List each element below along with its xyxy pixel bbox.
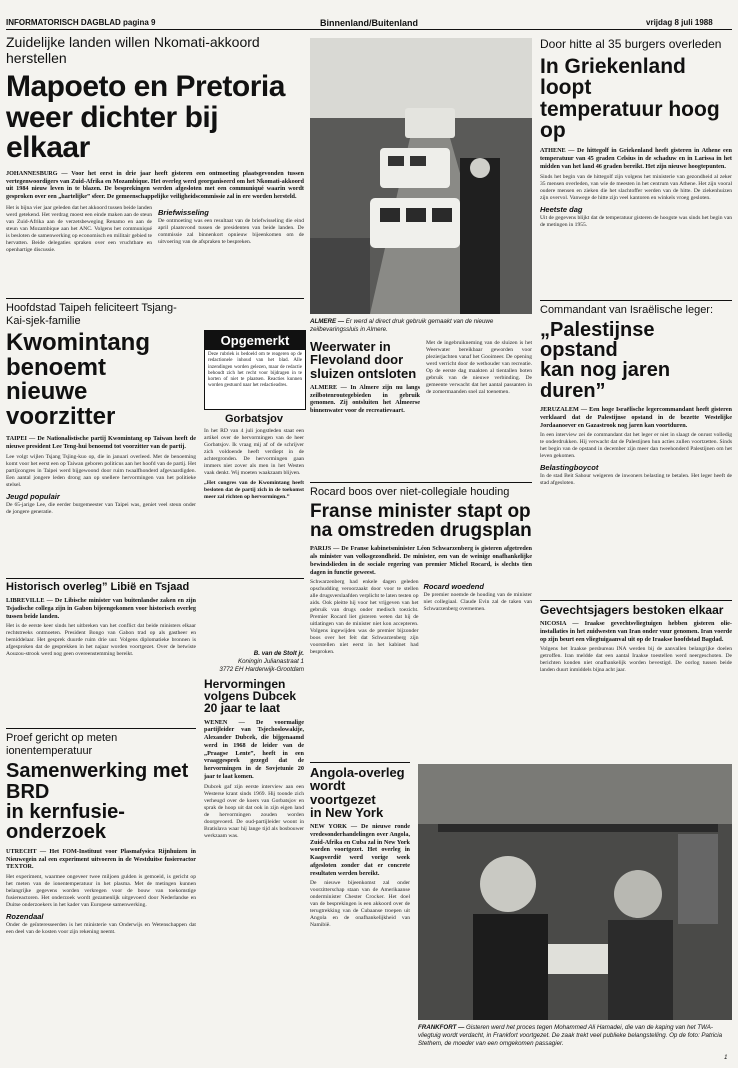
section-rule — [310, 482, 532, 483]
lead-paragraph: TAIPEI — De Nationalistische partij Kwomintang op Taiwan heeft de nieuwe president Lee Teng-hui benoemd tot voorzitter van de partij. — [6, 435, 196, 450]
lead-paragraph: JOHANNESBURG — Voor het eerst in drie jaar heeft gisteren een ontmoeting plaatsgevonden tussen vertegenwoordigers van Zuid-Afrika en Mozambique. Het overleg werd georganiseerd om het Nkomati-akkoord uit 1984 nieuw leven in te blazen. De besprekingen werden afgesloten met een communiqué waarin wordt gesproken over een „hartelijke” sfeer. De gemeenschappelijke veiligheidscommissie zal in ere worden hersteld. — [6, 169, 304, 201]
intertitle: Jeugd populair — [6, 491, 60, 501]
lead-paragraph: LIBREVILLE — De Libische minister van buitenlandse zaken en zijn Tsjadische collega zijn in Gabon bijeengekomen voor historisch overleg tussen beide landen. — [6, 597, 196, 620]
headline-line1: Weerwater in — [310, 339, 391, 354]
body-text: Lee volgt wijlen Tsjang Tsjing-kuo op, die in januari overleed. Met de benoeming komt voor het eerst een op Taiwan geboren politicus aan het hoofd van de partij. Het partijcongres in Taipei werd bijgewoond door ruim twaalfhonderd afgevaardigden. Een aantal jongere leden drong aan op snellere hervormingen van het politieke stelsel. — [6, 453, 196, 488]
body-text: De nieuwe bijeenkomst zal onder voorzitterschap staan van de Amerikaanse onderminister Chester Crocker. Het doel van de besprekingen is een akkoord over de terugtrekking van de Cubaanse troepen uit Angola en de onafhankelijkheid van Namibië. — [310, 880, 410, 929]
lead-paragraph: ATHENE — De hittegolf in Griekenland heeft gisteren in Athene een temperatuur van 45 graden Celsius in de schaduw en in Larissa in het midden van het land 46 graden bereikt. Het zijn nieuwe hoogtepunten. — [540, 147, 732, 170]
lead-paragraph: NICOSIA — Iraakse gevechtsvliegtuigen hebben gisteren olie-installaties in het zuidwesten van Iran onder vuur genomen. Iran voerde op zijn beurt een vliegtuigaanval uit op de Iraakse hoofdstad Bagdad. — [540, 620, 732, 643]
headline-line2: Flevoland door — [310, 352, 404, 368]
photo-almere-boats — [310, 38, 532, 314]
body-text-2: Uit de gegevens blijkt dat de temperatuur gisteren de hoogste was sinds het begin van de metingen in 1955. — [540, 214, 732, 228]
kicker: Zuidelijke landen willen Nkomati-akkoord herstellen — [6, 34, 260, 67]
header-left: INFORMATORISCH DAGBLAD pagina 9 — [6, 18, 156, 27]
body-text-2: De ontmoeting was een resultaat van de briefwisseling die eind april plaatsvond tussen de presidenten van beide landen. De commissie zal binnenkort opnieuw bijeenkomen om de uitvoering van de afspraken te bespreken. — [158, 217, 304, 245]
headline-line3: in New York — [310, 804, 384, 820]
body-text: Dubcek gaf zijn eerste interview aan een Westerse krant sinds 1969. Hij toonde zich verheugd over de koers van Gorbatsjov en sprak de hoop uit dat ook in zijn eigen land de hervormingen zouden worden doorgevoerd. De oud-partijleider woont in Bratislava waar hij lange tijd als bosbouwer werkzaam was. — [204, 783, 304, 839]
body-text-2: De 65-jarige Lee, die eerder burgemeester van Taipei was, geniet veel steun onder de jongere generatie. — [6, 501, 196, 515]
article-kwomintang — [6, 302, 196, 516]
section-rule — [6, 578, 304, 579]
headline-line1: Franse minister stapt op — [310, 500, 531, 522]
lead-paragraph: WENEN — De voormalige partijleider van Tsjechoslowakije, Alexander Dubcek, die bijgenaamd werd in 1968 de leider van de „Praagse Lente”, heeft in een vraaggesprek gezegd dat de hervormingen in de Sovjetunie 20 jaar te laat komen. — [204, 718, 304, 780]
headline-line1: Kwomintang benoemt — [6, 329, 150, 381]
lead-paragraph: ALMERE — In Almere zijn nu langs zeilbotenroutegebieden in gebruik genomen. Zij ontsluiten het Almeerse binnenwater voor de recreatievaart. — [310, 383, 420, 414]
trial-illustration — [418, 764, 732, 1020]
kicker: Historisch overleg” Libië en Tsjaad — [6, 581, 190, 593]
intertitle: Heetste dag — [540, 204, 583, 214]
intertitle: Rocard woedend — [423, 582, 484, 592]
body-text: Het is bijna vier jaar geleden dat het akkoord tussen beide landen werd getekend. Het verdrag moest een einde maken aan de steun van Zuid-Afrika aan de verzetsbeweging Renamo en aan de steun van Mozambique aan het ANC. Volgens het communiqué is besloten de samenwerking op economisch en militair gebied te hervatten. Beide delegaties spraken over een vruchtbare en openhartige discussie. — [6, 204, 152, 253]
photo-almere-caption — [310, 318, 532, 334]
lead-paragraph: PARIJS — De Franse kabinetsminister Léon Schwarzenberg is gisteren afgetreden als minister van volksgezondheid. De minister, een van de weinige onafhankelijke bewindslieden in de sociale regering van premier Michel Rocard, is slechts tien dagen in functie geweest. — [310, 545, 532, 576]
letter-signature — [204, 650, 304, 673]
headline-line1: In Griekenland loopt — [540, 54, 686, 100]
article-dubcek — [204, 678, 304, 840]
headline-line1: Samenwerking met BRD — [6, 760, 189, 803]
intertitle: Rozendaal — [6, 912, 44, 922]
article-gevechtsjagers — [540, 600, 732, 674]
lead-paragraph: JERUZALEM — Een hoge Israëlische legercommandant heeft gisteren verklaard dat de Palestijnse opstand in de bezette Westelijke Jordaanoever en Gazastrook nog jaren kan voortduren. — [540, 406, 732, 429]
headline-line1: „Palestijnse opstand — [540, 318, 655, 362]
kicker: Rocard boos over niet-collegiale houding — [310, 486, 510, 498]
letter-quote: „Het congres van de Kwomintang heeft besloten dat de partij zich in de toekomst meer zal richten op hervormingen.” — [204, 480, 304, 501]
signature-address: Koningin Julianastraat 1 — [237, 657, 304, 665]
letter-title: Gorbatsjov — [224, 413, 284, 425]
headline-line2: in kernfusie-onderzoek — [6, 801, 125, 844]
photo-frankfort-caption — [418, 1024, 732, 1047]
body-text: Volgens het Iraakse persbureau INA werden bij de aanvallen belangrijke doelen getroffen. Iran meldde dat een aantal Iraakse toestellen werd neergeschoten. De berichten konden niet onafhankelijk worden bevestigd. De oorlog tussen beide landen duurt inmiddels bijna acht jaar. — [540, 646, 732, 674]
article-libie-tsjaad — [6, 578, 196, 658]
headline: Gevechtsjagers bestoken elkaar — [540, 603, 724, 617]
signature-city: 3772 EH Harderwijk-Grootdam — [219, 665, 304, 673]
body-text: Sinds het begin van de hittegolf zijn volgens het ministerie van gezondheid al zeker 35 mensen overleden, van wie de meesten in het centrum van Athene. Het zijn vooral oudere mensen en zieken die het slachtoffer werden van de hitte. De ziekenhuizen zijn overvol. Vanwege de hitte zijn veel kantoren en winkels vroeg gesloten. — [540, 173, 732, 201]
body-text-2: Onder de geïnteresseerden is het ministerie van Onderwijs en Wetenschappen dat een deel van de kosten voor zijn rekening neemt. — [6, 922, 196, 935]
article-palestijnse-opstand — [540, 300, 732, 487]
section-rule — [540, 600, 732, 601]
header-right: vrijdag 8 juli 1988 — [646, 18, 713, 27]
headline-line2: na omstreden drugsplan — [310, 520, 532, 542]
body-text: Het is de eerste keer sinds het uitbreken van het conflict dat beide ministers elkaar rechtstreeks ontmoeten. President Bongo van Gabon trad op als gastheer en bemiddelaar. Het gesprek duurde ruim drie uur. Volgens diplomatieke bronnen is afgesproken dat de gesprekken in het najaar worden voortgezet. Over de betwiste Aouzou-strook werd nog geen overeenstemming bereikt. — [6, 623, 196, 658]
headline-line2: temperatuur hoog op — [540, 97, 720, 143]
headline-line1: Angola-overleg — [310, 765, 405, 780]
article-franse-minister — [310, 482, 532, 656]
intertitle: Briefwisseling — [158, 207, 209, 217]
lead-paragraph: NEW YORK — De nieuwe ronde vredesonderhandelingen over Angola, Zuid-Afrika en Cuba zal in New York worden voortgezet. Het overleg in Kaapverdië werd vorige week afgesloten zonder dat er concrete resultaten werden bereikt. — [310, 823, 410, 877]
signature-name: B. van de Stolt jr. — [253, 650, 304, 657]
body-text-2: In de stad Beit Sahour weigeren de inwoners belasting te betalen. Het leger heeft de stad afgesloten. — [540, 473, 732, 487]
caption-text: Er werd al direct druk gebruik gemaakt van de nieuwe zeilbevaringssluis in Almere. — [310, 318, 494, 333]
body-text: Schwarzenberg had enkele dagen geleden opschudding veroorzaakt door voor te stellen alle drugsverslaafden verplicht te laten testen op aids. Ook pleitte hij voor het vrijgeven van het gebruik van drugs onder medisch toezicht. Premier Rocard liet gisteren weten dat hij de uitlatingen van de minister niet kon accepteren. Volgens ingewijden was de premier bijzonder boos over het feit dat Schwarzenberg zijn voorstellen niet eerst in het kabinet had besproken. — [310, 579, 419, 656]
kicker: Door hitte al 35 burgers overleden — [540, 37, 722, 51]
section-rule — [540, 300, 732, 301]
photo-frankfort-trial — [418, 764, 732, 1020]
caption-text: Gisteren werd het proces tegen Mohammed Ali Hamadei, die van de kaping van het TWA-vliegtuig wordt verdacht, in Frankfort voortgezet. De zaak trekt veel publieke belangstelling. Op de foto: Patricia Stethem, de moeder van een omgekomen passagier. — [418, 1024, 723, 1047]
page-mark: 1 — [724, 1054, 728, 1061]
headline-line3: sluizen ontsloten — [310, 365, 417, 381]
article-angola — [310, 762, 410, 929]
article-griekenland — [540, 38, 732, 229]
kicker: Proef gericht op meten ionentemperatuur — [6, 732, 118, 757]
weerwater-body: Met de ingebruikneming van de sluizen is het Weerwater bereikbaar geworden voor plezierjachten vanaf het Gooimeer. De opening werd verricht door de wethouder van recreatie. Op de eerste dag maakten al tientallen boten gebruik van de nieuwe verbinding. De gemeente verwacht dat het aantal passanten in de zomermaanden snel zal toenemen. — [426, 340, 532, 395]
opgemerkt-box — [204, 330, 306, 410]
headline-line3: 20 jaar te laat — [204, 701, 281, 716]
header-rule — [6, 29, 732, 30]
headline-line2: nieuwe voorzitter — [6, 378, 116, 430]
section-rule — [6, 728, 196, 729]
kicker: Hoofdstad Taipeh feliciteert Tsjang-Kai-sjek-familie — [6, 302, 177, 327]
headline-line1: Mapoeto en Pretoria — [6, 70, 285, 104]
lead-paragraph: UTRECHT — Het FOM-Instituut voor Plasmafysica Rijnhuizen in Nieuwegein zal een experiment uitvoeren in de Westduitse fusiereactor TEXTOR. — [6, 847, 196, 871]
headline-line2: weer dichter bij elkaar — [6, 100, 219, 165]
section-rule — [6, 298, 304, 299]
headline-line1: Hervormingen — [204, 677, 286, 691]
body-text-2: De premier noemde de houding van de minister niet collegiaal. Claude Evin zal de taken van Schwarzenberg overnemen. — [423, 592, 532, 613]
body-text: Het experiment, waarmee ongeveer twee miljoen gulden is gemoeid, is gericht op het meten van de ionentemperatuur in het plasma. Met de metingen kunnen belangrijke gegevens worden verkregen voor de bouw van toekomstige fusiereactoren. Het onderzoek wordt gezamenlijk uitgevoerd door Nederlandse en Duitse onderzoekers in het kader van Europese samenwerking. — [6, 874, 196, 909]
headline-line2: kan nog jaren duren” — [540, 359, 671, 402]
caption-tag: FRANKFORT — — [418, 1024, 465, 1031]
header-center: Binnenland/Buitenland — [320, 18, 418, 28]
opgemerkt-title: Opgemerkt — [205, 331, 305, 350]
opgemerkt-body: Deze rubriek is bedoeld om te reageren op de redactionele inhoud van het blad. Alle inzendingen worden gelezen, maar de redactie behoudt zich het recht voor bijdragen in te korten of niet te plaatsen. Reacties kunnen worden gestuurd naar het redactieadres. — [208, 352, 302, 389]
intertitle: Belastingboycot — [540, 463, 599, 473]
letter-body: In het RD van 4 juli jongstleden staat een artikel over de hervormingen van de heer Gorbatsjov. Ik vraag mij af of de schrijver zich voldoende heeft verdiept in de achtergronden. De hervormingen gaan immers niet zover als men in het Westen vaak denkt. Wij moeten waakzaam blijven. — [204, 428, 304, 477]
headline-line2: wordt voortgezet — [310, 778, 376, 807]
caption-tag: ALMERE — — [310, 318, 345, 325]
body-text: In een interview zei de commandant dat het leger er niet in slaagt de onrust volledig te onderdrukken. Hij verwacht dat de Palestijnen hun acties zullen voortzetten. Sinds het begin van de opstand in december zijn meer dan tweehonderd Palestijnen om het leven gekomen. — [540, 432, 732, 460]
section-rule — [310, 762, 410, 763]
headline-line2: volgens Dubcek — [204, 689, 297, 704]
article-kernfusie — [6, 728, 196, 936]
article-nkomati — [6, 34, 304, 254]
kicker: Commandant van Israëlische leger: — [540, 304, 714, 316]
article-weerwater — [310, 340, 420, 415]
letter-gorbatsjov — [204, 414, 304, 501]
boats-illustration — [310, 38, 532, 314]
